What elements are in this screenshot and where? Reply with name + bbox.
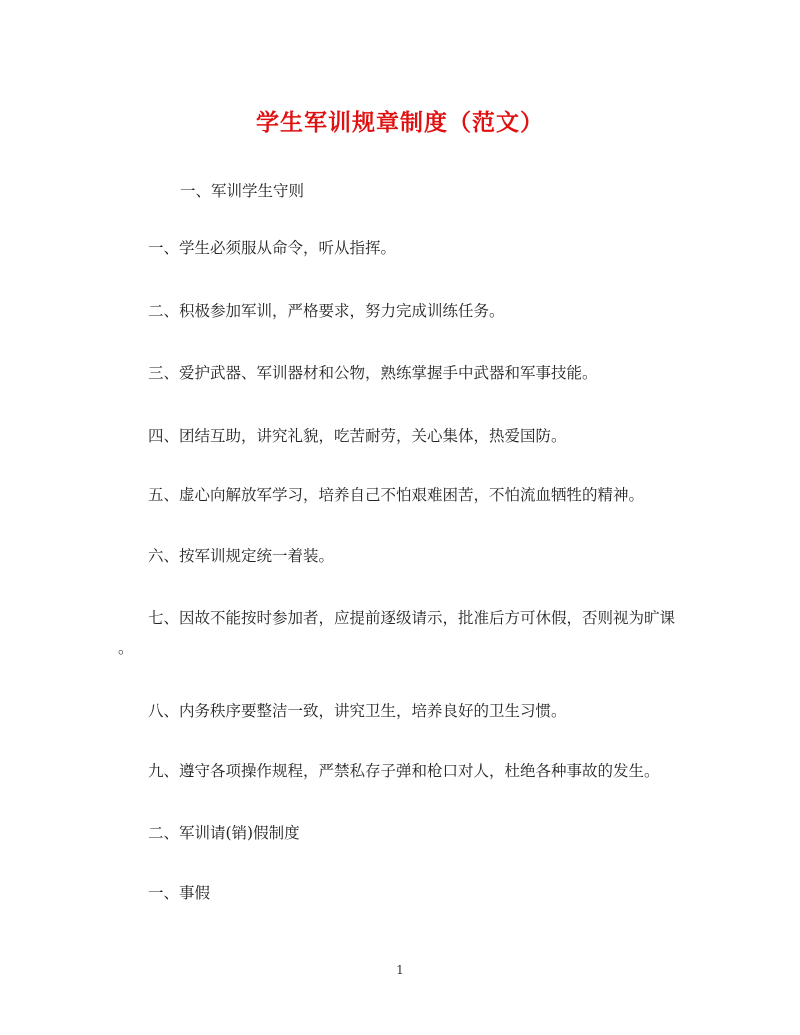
rule-item-3: 三、爱护武器、军训器材和公物，熟练掌握手中武器和军事技能。	[148, 364, 598, 382]
rule-item-5: 五、虚心向解放军学习，培养自己不怕艰难困苦，不怕流血牺牲的精神。	[148, 486, 645, 504]
rule-item-7-continuation: 。	[118, 639, 134, 657]
section-heading-rules: 一、军训学生守则	[180, 182, 305, 200]
rule-item-6: 六、按军训规定统一着装。	[148, 547, 335, 565]
page-number: 1	[396, 963, 404, 977]
rule-item-2: 二、积极参加军训，严格要求，努力完成训练任务。	[148, 302, 505, 320]
section-heading-leave: 二、军训请(销)假制度	[148, 824, 300, 842]
rule-item-4: 四、团结互助，讲究礼貌，吃苦耐劳，关心集体，热爱国防。	[148, 427, 567, 445]
rule-item-8: 八、内务秩序要整洁一致，讲究卫生，培养良好的卫生习惯。	[148, 702, 567, 720]
rule-item-1: 一、学生必须服从命令，听从指挥。	[148, 239, 397, 257]
rule-item-9: 九、遵守各项操作规程，严禁私存子弹和枪口对人，杜绝各种事故的发生。	[148, 762, 660, 780]
subsection-heading-personal-leave: 一、事假	[148, 884, 211, 902]
document-title: 学生军训规章制度（范文）	[256, 109, 544, 136]
rule-item-7: 七、因故不能按时参加者，应提前逐级请示，批准后方可休假，否则视为旷课	[148, 609, 676, 627]
